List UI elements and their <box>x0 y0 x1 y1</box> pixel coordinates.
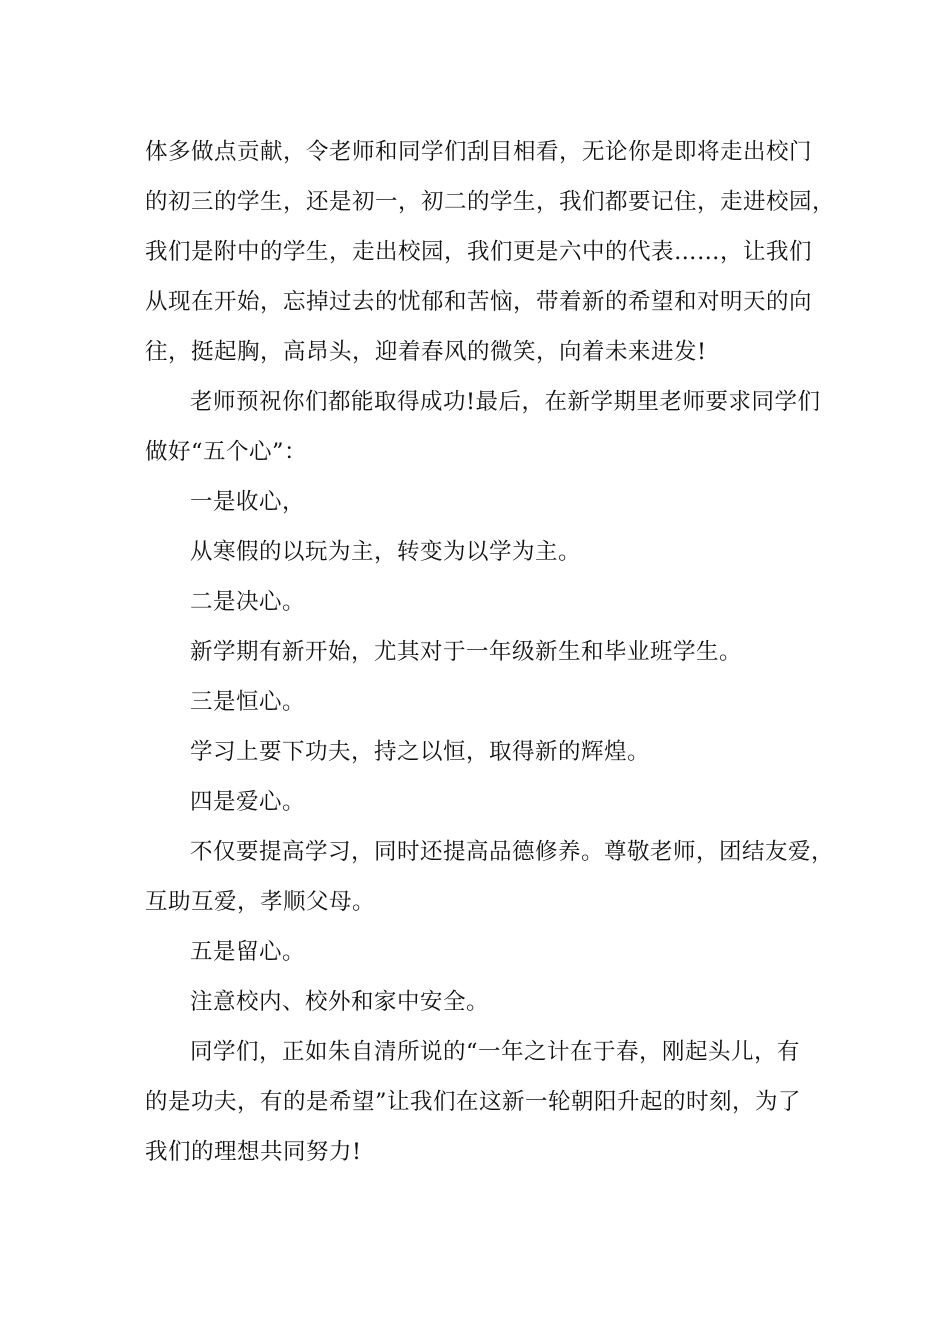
list-detail: 不仅要提高学习，同时还提高品德修养。尊敬老师，团结友爱， <box>190 839 835 865</box>
text-line: 的初三的学生，还是初一，初二的学生，我们都要记住，走进校园， <box>145 189 836 215</box>
list-heading: 四是爱心。 <box>190 789 306 815</box>
text-line: 我们的理想共同努力! <box>145 1139 362 1165</box>
list-detail: 新学期有新开始，尤其对于一年级新生和毕业班学生。 <box>190 639 743 665</box>
text-line: 体多做点贡献，令老师和同学们刮目相看，无论你是即将走出校门 <box>145 139 813 165</box>
paragraph-line: 同学们，正如朱自清所说的“一年之计在于春，刚起头儿，有 <box>190 1039 801 1065</box>
paragraph-line: 老师预祝你们都能取得成功!最后，在新学期里老师要求同学们 <box>190 389 821 415</box>
text-line: 做好“五个心”： <box>145 439 308 465</box>
text-line: 往，挺起胸，高昂头，迎着春风的微笑，向着未来进发! <box>145 339 707 365</box>
list-detail: 学习上要下功夫，持之以恒，取得新的辉煌。 <box>190 739 651 765</box>
list-heading: 二是决心。 <box>190 589 306 615</box>
document-body <box>145 127 835 1177</box>
list-heading: 一是收心， <box>190 489 306 515</box>
text-line: 从现在开始，忘掉过去的忧郁和苦恼，带着新的希望和对明天的向 <box>145 289 813 315</box>
list-heading: 五是留心。 <box>190 939 306 965</box>
list-detail: 注意校内、校外和家中安全。 <box>190 989 490 1015</box>
text-line: 互助互爱，孝顺父母。 <box>145 889 376 915</box>
text-line: 的是功夫，有的是希望”让我们在这新一轮朝阳升起的时刻，为了 <box>145 1089 802 1115</box>
list-detail: 从寒假的以玩为主，转变为以学为主。 <box>190 539 582 565</box>
list-heading: 三是恒心。 <box>190 689 306 715</box>
text-line: 我们是附中的学生，走出校园，我们更是六中的代表……，让我们 <box>145 239 813 265</box>
